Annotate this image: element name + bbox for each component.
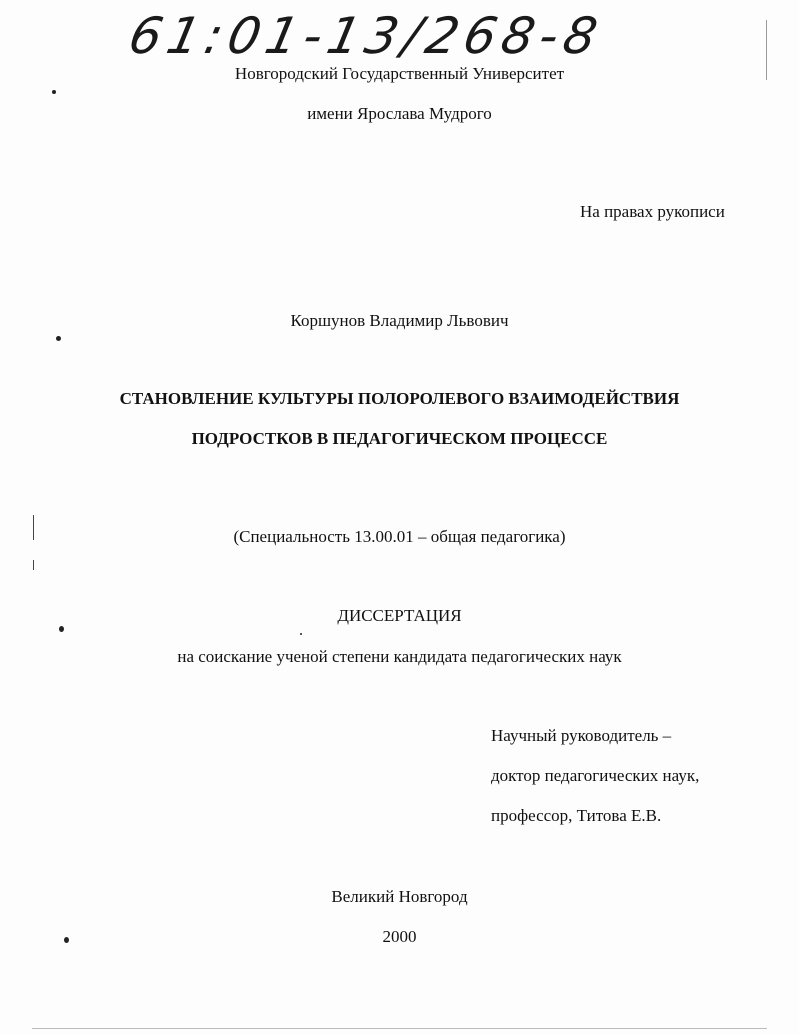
university-dedication: имени Ярослава Мудрого	[307, 104, 492, 123]
supervisor-name: профессор, Титова Е.В.	[491, 806, 662, 825]
university-name: Новгородский Государственный Университет	[234, 64, 565, 83]
scan-edge-mark	[33, 515, 34, 540]
dissertation-title-line-1: СТАНОВЛЕНИЕ КУЛЬТУРЫ ПОЛОРОЛЕВОГО ВЗАИМОДЕЙСТВИЯ	[119, 389, 680, 408]
scan-edge-mark	[33, 560, 34, 570]
scan-speck	[56, 336, 61, 341]
dissertation-title-line-2: ПОДРОСТКОВ В ПЕДАГОГИЧЕСКОМ ПРОЦЕССЕ	[191, 429, 608, 448]
work-type: ДИССЕРТАЦИЯ	[337, 606, 462, 625]
scan-speck	[52, 90, 56, 94]
handwritten-archive-number: 61:01-13/268-8	[123, 7, 609, 65]
scan-speck	[64, 937, 69, 943]
author-name: Коршунов Владимир Львович	[290, 311, 509, 330]
scan-speck	[300, 633, 302, 635]
city: Великий Новгород	[331, 887, 468, 906]
specialty: (Специальность 13.00.01 – общая педагогика)	[233, 527, 566, 546]
supervisor-label: Научный руководитель –	[491, 726, 672, 745]
manuscript-rights: На правах рукописи	[580, 202, 725, 221]
supervisor-degree: доктор педагогических наук,	[491, 766, 700, 785]
year: 2000	[382, 927, 417, 946]
scan-bottom-edge	[32, 1028, 767, 1029]
scan-speck	[59, 626, 64, 632]
degree-description: на соискание ученой степени кандидата педагогических наук	[177, 647, 622, 666]
scan-edge-mark	[766, 20, 767, 80]
